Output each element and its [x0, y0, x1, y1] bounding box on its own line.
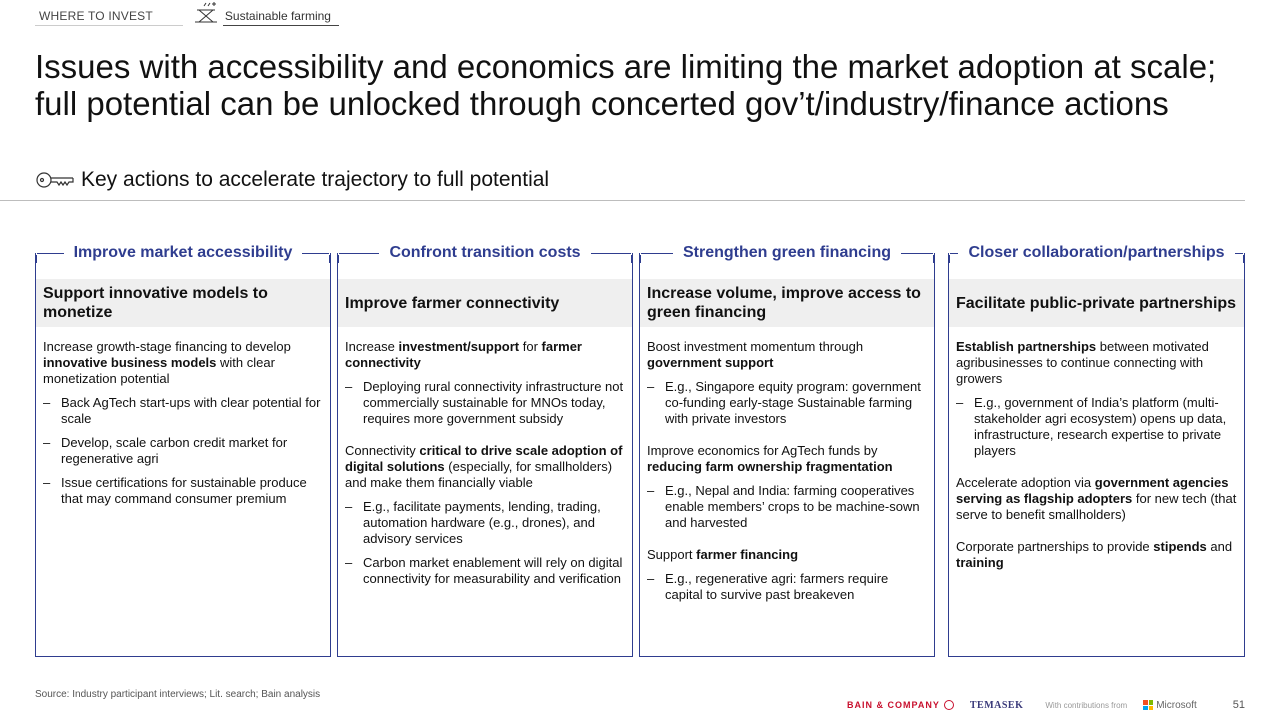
paragraph: Support farmer financing	[647, 547, 799, 562]
temasek-logo: TEMASEK	[969, 699, 1024, 711]
bullet-item: – Back AgTech start-ups with clear potential for scale	[43, 395, 321, 426]
bullet-item: – Deploying rural connectivity infrastructure not commercially sustainable for MNOs today, requires more government subsidy	[345, 379, 624, 426]
bullet-item: – E.g., Singapore equity program: government co-funding early-stage Sustainable farming with private investors	[647, 379, 921, 426]
bullet-item: – Carbon market enablement will rely on digital connectivity for measurability and verification	[345, 555, 623, 586]
footer	[847, 697, 1245, 713]
topic-label: Sustainable farming	[223, 9, 339, 26]
column-subheader: Improve farmer connectivity	[338, 279, 632, 327]
bullet-item: – E.g., government of India’s platform (multi-stakeholder agri ecosystem) opens up data, infrastructure, research expertise to private players	[956, 395, 1227, 458]
column-header-label: Strengthen green financing	[683, 244, 892, 261]
subhead-text: Key actions to accelerate trajectory to full potential	[81, 168, 550, 191]
paragraph: Increase investment/support for farmer connectivity	[345, 339, 582, 370]
page-number: 51	[1232, 699, 1245, 711]
bullet-item: – Issue certifications for sustainable produce that may command consumer premium	[43, 475, 307, 506]
column-transition-costs	[337, 244, 633, 657]
page-title	[35, 48, 1235, 122]
microsoft-label: Microsoft	[1156, 699, 1197, 711]
farming-icon	[191, 0, 221, 26]
paragraph: Increase growth-stage financing to develop innovative business models with clear monetization potential	[43, 339, 291, 386]
paragraph: Corporate partnerships to provide stipends and training	[956, 539, 1233, 570]
divider	[0, 200, 1245, 201]
section-tag: WHERE TO INVEST	[35, 0, 183, 26]
column-green-financing	[639, 244, 935, 657]
top-bar	[35, 0, 339, 26]
paragraph: Boost investment momentum through government support	[647, 339, 864, 370]
paragraph: Improve economics for AgTech funds by reducing farm ownership fragmentation	[647, 443, 893, 474]
subhead	[35, 168, 549, 192]
column-subheader: Increase volume, improve access to green financing	[640, 279, 934, 327]
column-header-label: Confront transition costs	[389, 244, 581, 261]
bullet-item: – E.g., regenerative agri: farmers require capital to survive past breakeven	[647, 571, 889, 602]
column-market-accessibility	[35, 244, 331, 657]
paragraph: Accelerate adoption via government agencies serving as flagship adopters for new tech (that serve to benefit smallholders)	[956, 475, 1237, 522]
bullet-item: – Develop, scale carbon credit market for regenerative agri	[43, 435, 288, 466]
title-line-1: Issues with accessibility and economics are limiting the market adoption at scale;	[35, 48, 1217, 85]
column-body	[647, 339, 928, 611]
bullet-item: – E.g., facilitate payments, lending, trading, automation hardware (e.g., drones), and advisory services	[345, 499, 601, 546]
column-subheader: Facilitate public-private partnerships	[949, 279, 1244, 327]
bullet-item: – E.g., Nepal and India: farming cooperatives enable members’ crops to be machine-sown and harvested	[647, 483, 920, 530]
column-body	[345, 339, 626, 595]
key-icon	[35, 169, 75, 191]
topic-tag	[191, 0, 339, 26]
paragraph: Connectivity critical to drive scale adoption of digital solutions (especially, for smallholders) and make them financially viable	[345, 443, 623, 490]
column-header	[338, 243, 632, 263]
column-header	[949, 243, 1244, 263]
column-header	[36, 243, 330, 263]
title-line-2: full potential can be unlocked through concerted gov’t/industry/finance actions	[35, 85, 1169, 122]
column-body	[956, 339, 1238, 579]
source-note: Source: Industry participant interviews; Lit. search; Bain analysis	[35, 689, 321, 700]
column-body	[43, 339, 324, 515]
column-header-label: Closer collaboration/partnerships	[968, 244, 1225, 261]
column-header-label: Improve market accessibility	[73, 244, 293, 261]
bain-mark-icon	[944, 700, 954, 710]
column-header	[640, 243, 934, 263]
microsoft-logo-icon	[1143, 700, 1153, 710]
column-collaboration	[948, 244, 1245, 657]
contributions-label: With contributions from	[1045, 700, 1128, 710]
bain-logo: BAIN & COMPANY	[847, 700, 940, 710]
column-subheader: Support innovative models to monetize	[36, 279, 330, 327]
paragraph: Establish partnerships between motivated agribusinesses to continue connecting with growers	[956, 339, 1209, 386]
